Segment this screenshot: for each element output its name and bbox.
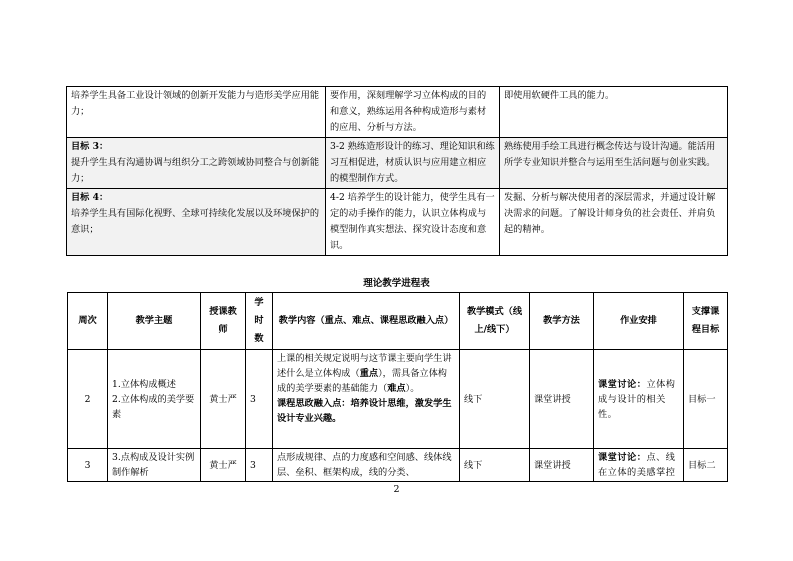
week-cell: 3 xyxy=(68,449,108,482)
method-cell: 课堂讲授 xyxy=(530,350,594,449)
mode-cell: 线下 xyxy=(460,449,530,482)
header-teacher: 授课教师 xyxy=(201,293,246,350)
graduation-requirement-cell: 发掘、分析与解决使用者的深层需求，并通过设计解决需求的问题。了解设计师身负的社会责任、并肩负起的精神。 xyxy=(500,189,728,256)
objectives-row xyxy=(67,87,728,138)
objective-text: 培养学生具有国际化视野、全球可持续化发展以及环境保护的意识； xyxy=(71,208,320,235)
objective-cell xyxy=(67,138,326,189)
support-cell: 目标二 xyxy=(684,449,728,482)
objective-text: 培养学生具备工业设计领域的创新开发能力与造形美学应用能力； xyxy=(71,90,320,117)
method-cell: 课堂讲授 xyxy=(530,449,594,482)
content-cell xyxy=(273,350,460,449)
schedule-table xyxy=(67,292,728,482)
homework-label: 课堂讨论： xyxy=(598,378,647,390)
header-topic: 教学主题 xyxy=(108,293,201,350)
objective-title: 目标 3： xyxy=(71,141,109,152)
hours-cell: 3 xyxy=(246,350,273,449)
topic-cell: 1.立体构成概述 2.立体构成的美学要素 xyxy=(108,350,201,449)
schedule-row xyxy=(68,350,728,449)
header-homework: 作业安排 xyxy=(594,293,684,350)
header-content: 教学内容（重点、难点、课程思政融入点） xyxy=(273,293,460,350)
course-goal-cell: 要作用，深刻理解学习立体构成的目的和意义，熟练运用各种构成造形与素材的应用、分析与方法。 xyxy=(326,87,500,138)
objective-cell xyxy=(67,87,326,138)
objective-text: 提升学生具有沟通协调与组织分工之跨领域协同整合与创新能力； xyxy=(71,157,320,184)
topic-cell: 3.点构成及设计实例制作解析 xyxy=(108,449,201,482)
objective-title: 目标 4： xyxy=(71,192,109,203)
header-support: 支撑课程目标 xyxy=(684,293,728,350)
content-difficulty: 难点 xyxy=(387,383,406,394)
content-text: 上课的相关规定说明与这节课主要向学生讲述什么是立体构成（ xyxy=(277,353,452,379)
hours-cell: 3 xyxy=(246,449,273,482)
header-hours: 学时数 xyxy=(246,293,273,350)
homework-cell xyxy=(594,350,684,449)
content-ideology: 课程思政融入点：培养设计思维，激发学生设计专业兴趣。 xyxy=(277,398,452,424)
header-mode: 教学模式（线上/线下） xyxy=(460,293,530,350)
schedule-title: 理论教学进程表 xyxy=(363,278,430,289)
schedule-row xyxy=(68,449,728,482)
graduation-requirement-cell: 即使用软硬件工具的能力。 xyxy=(500,87,728,138)
content-cell: 点形成规律、点的力度感和空间感、线体线层、垒积、框架构成，线的分类、 xyxy=(273,449,460,482)
schedule-header-row xyxy=(68,293,728,350)
objectives-table xyxy=(66,86,728,256)
content-text: ）。 xyxy=(405,383,420,394)
homework-text: 点、线在立体的美感掌控 xyxy=(598,452,676,478)
content-text: ），需具备立体构成的美学要素的基础能力（ xyxy=(277,368,447,394)
course-goal-cell: 4-2 培养学生的设计能力，使学生具有一定的动手操作的能力，认识立体构成与模型制作真实想法、探究设计态度和意识。 xyxy=(326,189,500,256)
homework-cell xyxy=(594,449,684,482)
content-key-point: 重点 xyxy=(359,368,379,379)
homework-text: 立体构成与设计的相关性。 xyxy=(598,378,676,420)
course-goal-cell: 3-2 熟练造形设计的练习、理论知识和练习互相促进，材质认识与应用建立相应的模型制作方式。 xyxy=(326,138,500,189)
page-number: 2 xyxy=(393,484,400,495)
objective-cell xyxy=(67,189,326,256)
support-cell: 目标一 xyxy=(684,350,728,449)
header-method: 教学方法 xyxy=(530,293,594,350)
graduation-requirement-cell: 熟练使用手绘工具进行概念传达与设计沟通。能活用所学专业知识并整合与运用至生活问题与创业实践。 xyxy=(500,138,728,189)
teacher-cell: 黄士严 xyxy=(201,449,246,482)
teacher-cell: 黄士严 xyxy=(201,350,246,449)
objectives-row xyxy=(67,189,728,256)
header-week: 周次 xyxy=(68,293,108,350)
homework-label: 课堂讨论： xyxy=(598,452,647,463)
mode-cell: 线下 xyxy=(460,350,530,449)
week-cell: 2 xyxy=(68,350,108,449)
objectives-row xyxy=(67,138,728,189)
